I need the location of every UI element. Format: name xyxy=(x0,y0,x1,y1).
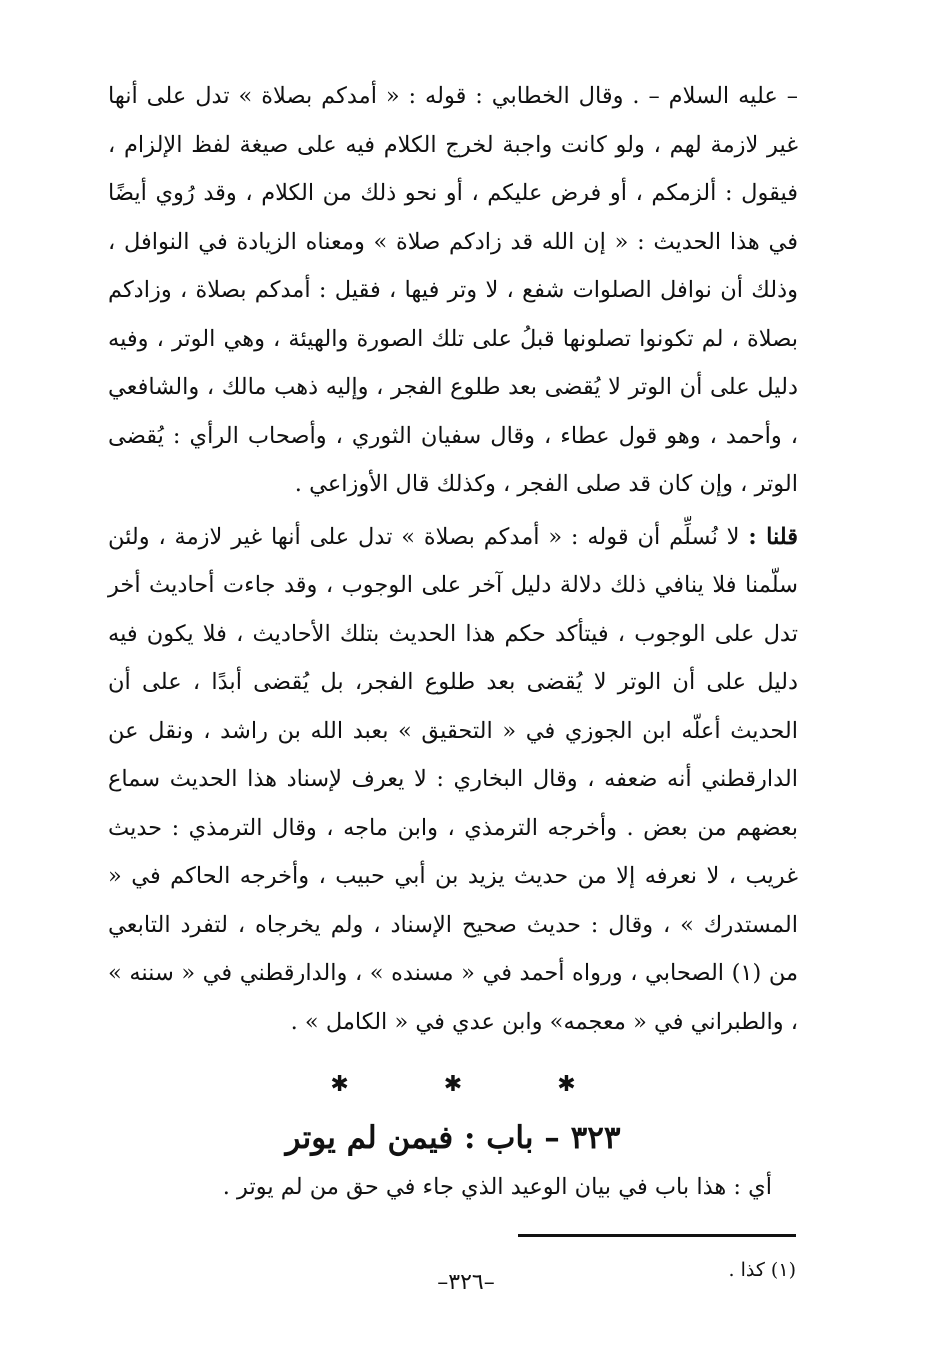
paragraph-2-tail: الصحابي ، ورواه أحمد في « مسنده » ، والدارقطني في « سننه » ، والطبراني في « معجمه» وابن عدي في « الكامل » . xyxy=(108,960,798,1035)
section-separator: ✱ ✱ ✱ xyxy=(330,1072,620,1097)
footnote: (١) كذا . xyxy=(728,1259,796,1281)
chapter-title: ٣٢٣ – باب : فيمن لم يوتر xyxy=(285,1120,621,1156)
page-content xyxy=(108,72,798,1285)
paragraph-2-text: لا نُسلِّم أن قوله : « أمدكم بصلاة » تدل على أنها غير لازمة ، ولئن سلّمنا فلا ينافي ذلك دلالة دليل آخر على الوجوب ، وقد جاءت أحاديث أخر تدل على الوجوب ، فيتأكد حكم هذا الحديث بتلك الأحاديث ، فلا يكون فيه دليل على أن الوتر لا يُقضى بعد طلوع الفجر، بل يُقضى أبدًا ، على أن الحديث أعلّه ابن الجوزي في « التحقيق » بعبد الله بن راشد ، ونقل عن الدارقطني أنه ضعفه ، وقال البخاري : لا يعرف لإسناد هذا الحديث سماع بعضهم من بعض . وأخرجه الترمذي ، وابن ماجه ، وقال الترمذي : حديث غريب ، لا نعرفه إلا من حديث يزيد بن أبي حبيب ، وأخرجه الحاكم في « المستدرك » ، وقال : حديث صحيح الإسناد ، ولم يخرجاه ، لتفرد التابعي من xyxy=(108,523,798,986)
footnote-divider xyxy=(518,1234,796,1237)
paragraph-2-lead: قلنا : xyxy=(748,523,798,550)
paragraph-1: – عليه السلام – . وقال الخطابي : قوله : « أمدكم بصلاة » تدل على أنها غير لازمة لهم ، ولو كانت واجبة لخرج الكلام فيه على صيغة لفظ الإلزام ، فيقول : ألزمكم ، أو فرض عليكم ، أو نحو ذلك من الكلام ، وقد رُوي أيضًا في هذا الحديث : « إن الله قد زادكم صلاة » ومعناه الزيادة في النوافل ، وذلك أن نوافل الصلوات شفع ، لا وتر فيها ، فقيل : أمدكم بصلاة ، وزادكم بصلاة ، لم تكونوا تصلونها قبلُ على تلك الصورة والهيئة ، وهي الوتر ، وفيه دليل على أن الوتر لا يُقضى بعد طلوع الفجر ، وإليه ذهب مالك ، والشافعي ، وأحمد ، وهو قول عطاء ، وقال سفيان الثوري ، وأصحاب الرأي : يُقضى الوتر ، وإن كان قد صلى الفجر ، وكذلك قال الأوزاعي . xyxy=(108,83,798,497)
page-number: –٣٢٦– xyxy=(437,1270,495,1295)
paragraph-2 xyxy=(108,513,798,1047)
chapter-subtitle: أي : هذا باب في بيان الوعيد الذي جاء في حق من لم يوتر . xyxy=(222,1174,772,1200)
footnote-marker: (١) xyxy=(731,960,762,986)
